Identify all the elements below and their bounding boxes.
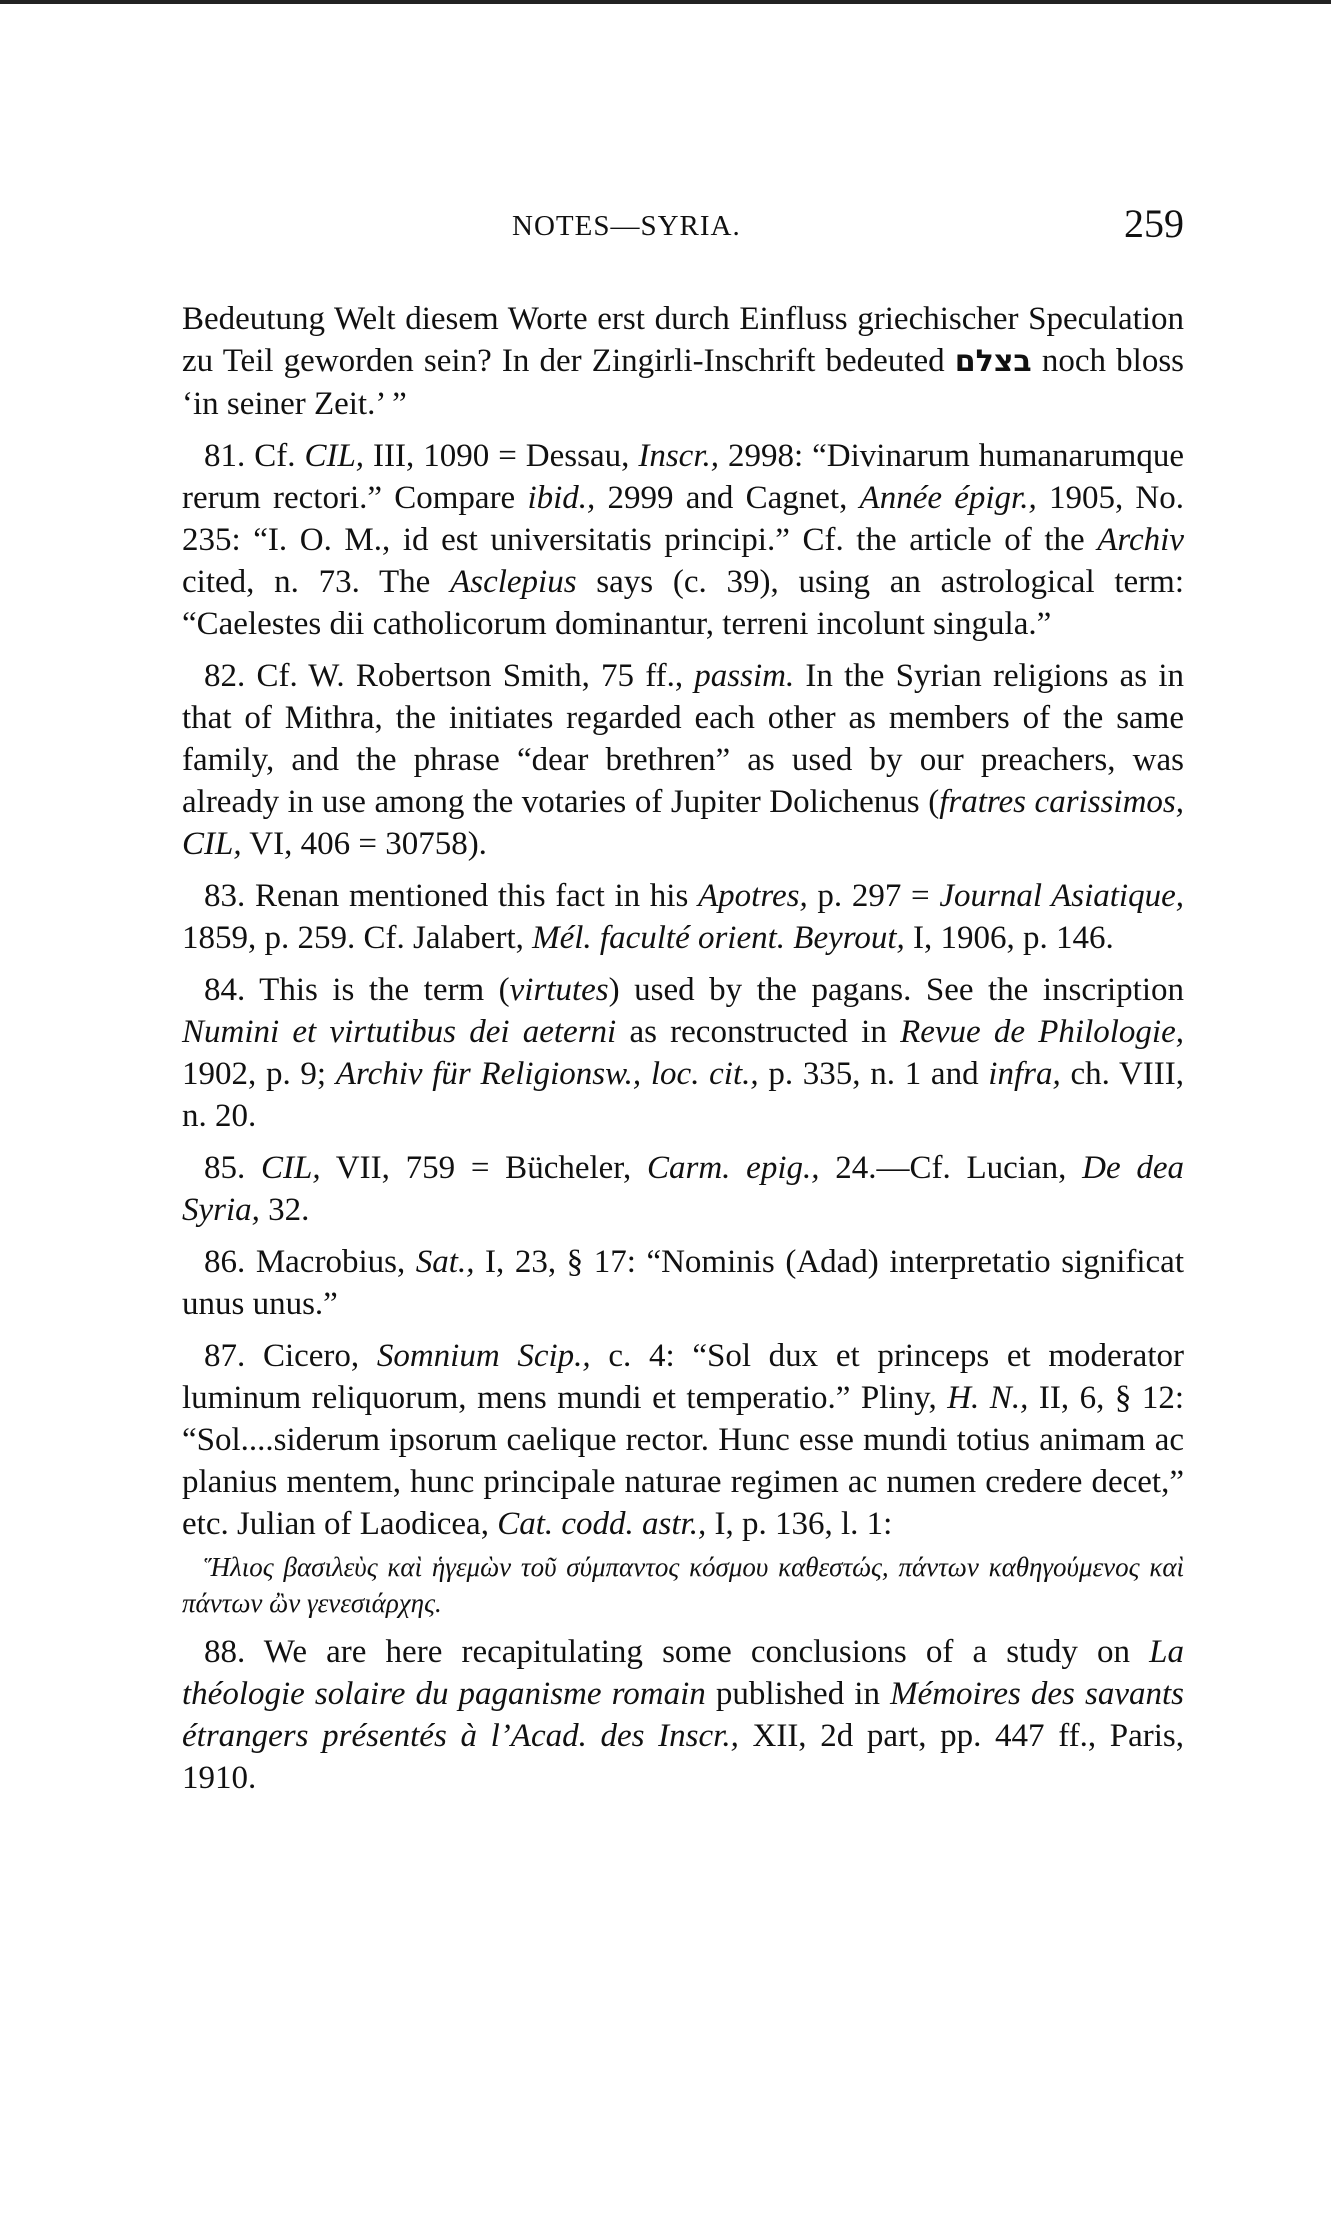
text-run: I, 23, § 17: “Nominis (Adad) interpretatio significat unus unus.” bbox=[182, 1244, 1184, 1322]
running-head: NOTES—SYRIA. bbox=[512, 210, 741, 242]
greek-quotation: Ἥλιος βασιλεὺς καὶ ἡγεμὼν τοῦ σύμπαντος κόσμου καθεστώς, πάντων καθηγούμενος καὶ πάντων ὢν γενεσιάρχης. bbox=[182, 1552, 1184, 1618]
text-run: 2999 and Cagnet, bbox=[595, 480, 860, 516]
italic-run: Numini et virtutibus dei aeterni bbox=[182, 1014, 617, 1050]
italic-run: passim. bbox=[694, 658, 795, 694]
italic-run: Somnium Scip., bbox=[376, 1338, 591, 1374]
text-run: cited, n. 73. The bbox=[182, 564, 451, 600]
text-run: 32. bbox=[259, 1192, 310, 1228]
italic-run: Carm. epig., bbox=[646, 1150, 820, 1186]
text-run: 82. Cf. W. Robertson Smith, 75 ff., bbox=[204, 658, 695, 694]
italic-run: Mémoires des savants étrangers présentés à l’Acad. des Inscr., bbox=[182, 1676, 1184, 1754]
italic-run: fratres carissimos, CIL, bbox=[182, 784, 1184, 862]
note-81 bbox=[182, 435, 1184, 645]
text-run: II, 6, § 12: “Sol....siderum ipsorum caelique rector. Hunc esse mundi totius animam ac planius mentem, hunc principale naturae regimen ac numen credere decet,” etc. Julian of Laodicea, bbox=[182, 1380, 1185, 1542]
notes-body bbox=[182, 298, 1184, 1809]
italic-run: Sat., bbox=[415, 1244, 475, 1280]
note-continuation bbox=[182, 298, 1184, 425]
page-number: 259 bbox=[1124, 201, 1184, 246]
text-run: III, 1090 = Dessau, bbox=[364, 438, 639, 474]
text-run: 2998: “Divinarum humanarumque rerum rectori.” Compare bbox=[182, 438, 1185, 516]
text-run: 24.—Cf. Lucian, bbox=[819, 1150, 1083, 1186]
italic-run: Apotres, bbox=[698, 878, 808, 914]
text-run: XII, 2d part, pp. 447 ff., Paris, 1910. bbox=[182, 1718, 1184, 1796]
note-84 bbox=[182, 969, 1184, 1137]
italic-run: Revue de Philologie, bbox=[900, 1014, 1184, 1050]
text-run: Bedeutung Welt diesem Worte erst durch Einfluss griechischer Speculation zu Teil geworden sein? In der Zingirli-Inschrift bedeuted bbox=[182, 301, 1184, 379]
page-header bbox=[182, 200, 1184, 250]
note-85 bbox=[182, 1147, 1184, 1231]
text-run: ) used by the pagans. See the inscription bbox=[608, 972, 1184, 1008]
text-run: noch bloss ‘in seiner Zeit.’ ” bbox=[182, 343, 1185, 422]
text-run: c. 4: “Sol dux et princeps et moderator luminum reliquorum, mens mundi et temperatio.” Pliny, bbox=[182, 1338, 1184, 1416]
text-run: 83. Renan mentioned this fact in his bbox=[204, 878, 699, 914]
note-88 bbox=[182, 1631, 1184, 1799]
italic-run: CIL, bbox=[304, 438, 365, 474]
hebrew-word: בצלם bbox=[954, 344, 1032, 379]
italic-run: Asclepius bbox=[450, 564, 577, 600]
italic-run: Inscr., bbox=[638, 438, 720, 474]
italic-run: Mél. faculté orient. Beyrout, bbox=[532, 920, 905, 956]
text-run: p. 297 = bbox=[807, 878, 940, 914]
italic-run: virtutes bbox=[509, 972, 609, 1008]
italic-run: Année épigr., bbox=[859, 480, 1037, 516]
text-run: In the Syrian religions as in that of Mithra, the initiates regarded each other as members of the same family, and the phrase “dear brethren” as used by our preachers, was already in use among the votaries of Jupiter Dolichenus ( bbox=[182, 658, 1185, 820]
italic-run: infra, bbox=[988, 1056, 1061, 1092]
text-run: published in bbox=[705, 1676, 891, 1712]
text-run: 1905, No. 235: “I. O. M., id est universitatis principi.” Cf. the article of the bbox=[182, 480, 1185, 558]
text-run: VII, 759 = Bücheler, bbox=[320, 1150, 647, 1186]
text-run: VI, 406 = 30758). bbox=[241, 826, 487, 862]
italic-run: Journal Asiatique, bbox=[939, 878, 1184, 914]
text-run: 88. We are here recapitulating some conclusions of a study on bbox=[204, 1634, 1150, 1670]
italic-run: H. N., bbox=[947, 1380, 1029, 1416]
text-run: 1859, p. 259. Cf. Jalabert, bbox=[182, 920, 533, 956]
note-87 bbox=[182, 1335, 1184, 1621]
text-run: says (c. 39), using an astrological term: “Caelestes dii catholicorum dominantur, terreni incolunt singula.” bbox=[182, 564, 1184, 642]
italic-run: La théologie solaire du paganisme romain bbox=[182, 1634, 1184, 1712]
text-run: 86. Macrobius, bbox=[204, 1244, 416, 1280]
text-run: 1902, p. 9; bbox=[182, 1056, 336, 1092]
text-run: 84. This is the term ( bbox=[204, 972, 510, 1008]
text-run: ch. VIII, n. 20. bbox=[182, 1056, 1184, 1134]
italic-run: CIL, bbox=[261, 1150, 321, 1186]
note-82 bbox=[182, 655, 1184, 865]
text-run: I, p. 136, l. 1: bbox=[706, 1506, 893, 1542]
italic-run: De dea Syria, bbox=[182, 1150, 1184, 1228]
note-86 bbox=[182, 1241, 1184, 1325]
italic-run: Cat. codd. astr., bbox=[497, 1506, 707, 1542]
text-run: 87. Cicero, bbox=[204, 1338, 377, 1374]
italic-run: Archiv für Religionsw., loc. cit., bbox=[335, 1056, 759, 1092]
italic-run: ibid., bbox=[527, 480, 596, 516]
top-border bbox=[0, 0, 1331, 4]
text-run: 85. bbox=[204, 1150, 261, 1186]
text-run: I, 1906, p. 146. bbox=[904, 920, 1114, 956]
italic-run: Archiv bbox=[1097, 522, 1184, 558]
note-83 bbox=[182, 875, 1184, 959]
text-run: as reconstructed in bbox=[616, 1014, 901, 1050]
text-run: p. 335, n. 1 and bbox=[758, 1056, 989, 1092]
text-run: 81. Cf. bbox=[204, 438, 305, 474]
